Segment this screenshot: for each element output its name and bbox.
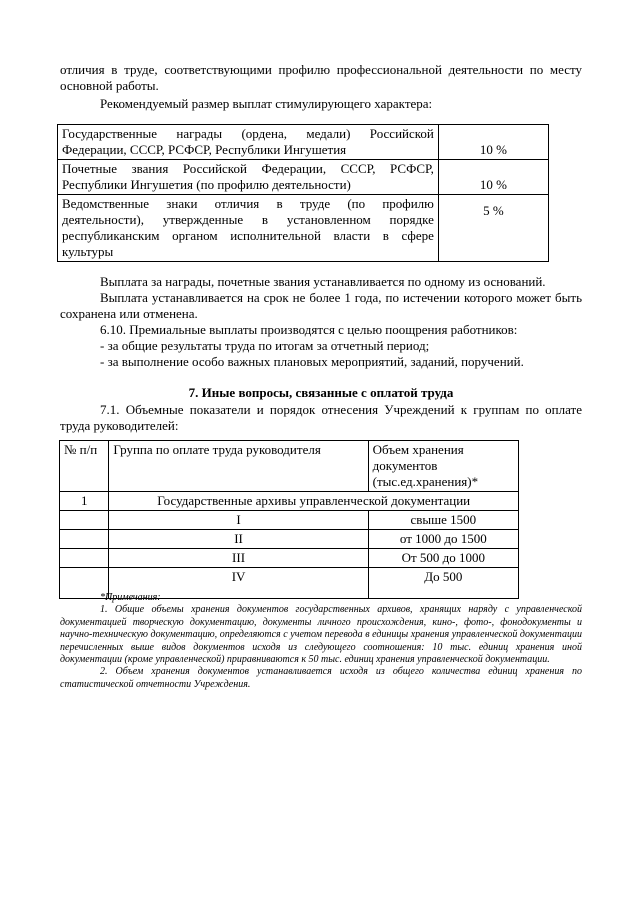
table-section-row [60, 492, 519, 511]
empty-cell [60, 549, 109, 568]
paragraph-awards-basis: Выплата за награды, почетные звания устанавливается по одному из оснований. [100, 274, 546, 289]
volume-cell: свыше 1500 [368, 511, 518, 530]
award-label: Почетные звания Российской Федерации, СССР, РСФСР, Республики Ингушетия (по профилю деятельности) [58, 160, 439, 195]
award-label: Государственные награды (ордена, медали) Российской Федерации, СССР, РСФСР, Республики Ингушетия [58, 125, 439, 160]
section-heading: 7. Иные вопросы, связанные с оплатой труда [188, 385, 454, 400]
empty-cell [60, 511, 109, 530]
award-value: 10 % [438, 125, 548, 160]
paragraph-bonus: 6.10. Премиальные выплаты производятся с целью поощрения работников: [100, 322, 518, 337]
groups-table [59, 440, 519, 599]
paragraph-bonus-item-2: - за выполнение особо важных плановых мероприятий, заданий, поручений. [100, 354, 524, 369]
paragraph-bonus-item-1: - за общие результаты труда по итогам за отчетный период; [100, 338, 430, 353]
intro-paragraph: отличия в труде, соответствующими профилю профессиональной деятельности по месту основной работы. [60, 62, 582, 93]
section-paragraph: 7.1. Объемные показатели и порядок отнесения Учреждений к группам по оплате труда руководителей: [60, 402, 582, 433]
notes-title: *Примечания: [100, 592, 161, 603]
award-label: Ведомственные знаки отличия в труде (по профилю деятельности), утвержденные в установленном порядке республиканским органом исполнительной власти в сфере культуры [58, 195, 439, 262]
table-row [60, 511, 519, 530]
group-cell: II [109, 530, 368, 549]
table-header-row [60, 441, 519, 492]
group-cell: IV [109, 568, 368, 599]
recommended-size-paragraph: Рекомендуемый размер выплат стимулирующего характера: [100, 96, 433, 111]
column-header-number: № п/п [60, 441, 109, 492]
note-1: 1. Общие объемы хранения документов государственных архивов, хранящих наряду с управленческой документацией творческую документацию, документы личного происхождения, кино-, фото-, фонодокументы и научно-техническую документацию, определяются с учетом перевода в единицы хранения управленческой документации перечисленных выше видов документов исходя из следующего соотношения: 10 тыс. единиц хранения иной документации (кроме управленческой) приравниваются к 50 тыс. единиц хранения управленческой документации. [60, 604, 582, 665]
table-row [58, 125, 549, 160]
awards-table [57, 124, 549, 262]
table-row [60, 530, 519, 549]
award-value: 10 % [438, 160, 548, 195]
volume-cell: От 500 до 1000 [368, 549, 518, 568]
section-number: 1 [60, 492, 109, 511]
group-cell: I [109, 511, 368, 530]
table-row [58, 160, 549, 195]
column-header-volume: Объем хранения документов (тыс.ед.хранения)* [368, 441, 518, 492]
note-2: 2. Объем хранения документов устанавливается исходя из общего количества единиц хранения по статистической отчетности Учреждения. [60, 666, 582, 690]
award-value: 5 % [438, 195, 548, 262]
volume-cell: До 500 [368, 568, 518, 599]
volume-cell: от 1000 до 1500 [368, 530, 518, 549]
group-cell: III [109, 549, 368, 568]
empty-cell [60, 530, 109, 549]
table-row [60, 549, 519, 568]
table-row [58, 195, 549, 262]
section-title: Государственные архивы управленческой документации [109, 492, 519, 511]
column-header-group: Группа по оплате труда руководителя [109, 441, 368, 492]
paragraph-term: Выплата устанавливается на срок не более 1 года, по истечении которого может быть сохранена или отменена. [60, 290, 582, 321]
